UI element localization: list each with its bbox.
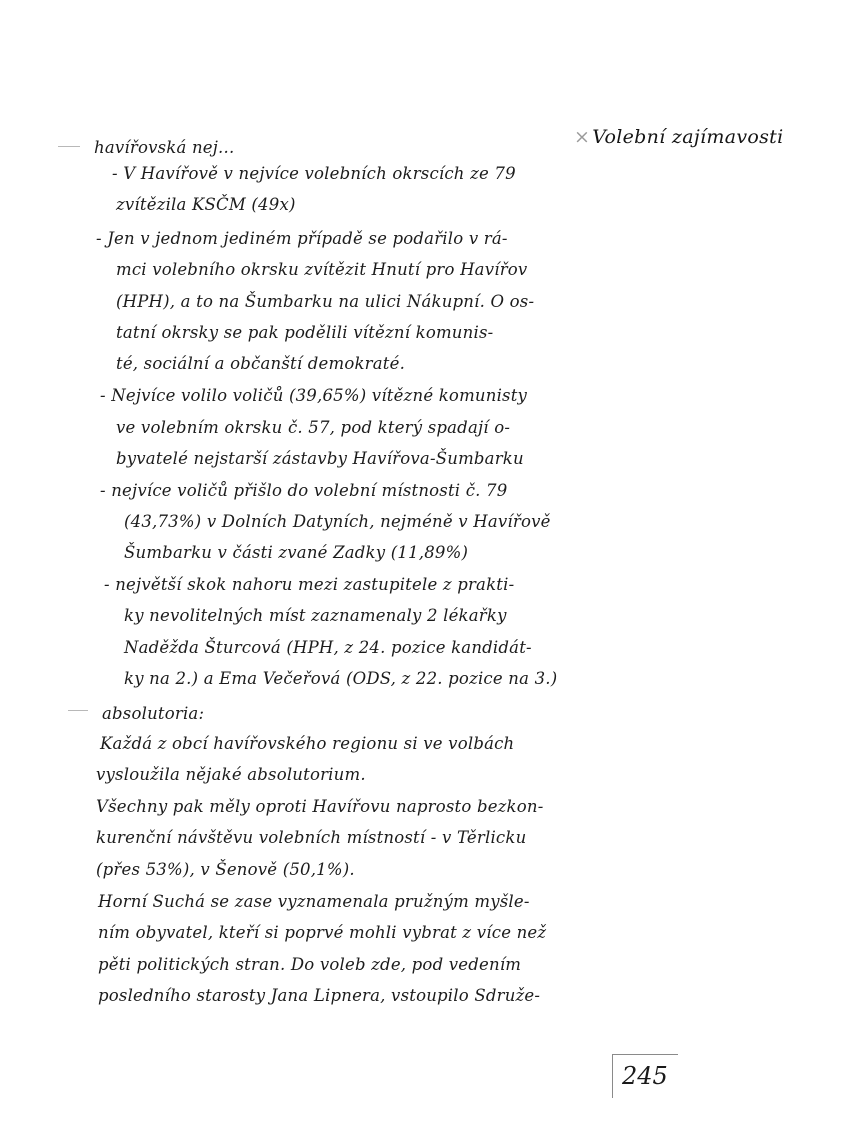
text-line: - nejvíce voličů přišlo do volební místnosti č. 79 bbox=[100, 481, 508, 500]
page-heading bbox=[574, 126, 783, 148]
text-line: ky na 2.) a Ema Večeřová (ODS, z 22. pozice na 3.) bbox=[124, 669, 558, 688]
text-line: posledního starosty Jana Lipnera, vstoupilo Sdruže- bbox=[98, 986, 541, 1005]
text-line: ním obyvatel, kteří si poprvé mohli vybrat z více než bbox=[98, 923, 547, 942]
text-line: - V Havířově v nejvíce volebních okrscích ze 79 bbox=[112, 164, 516, 183]
text-line: Všechny pak měly oproti Havířovu naprosto bezkon- bbox=[96, 797, 544, 816]
margin-mark bbox=[68, 710, 88, 711]
text-line: mci volebního okrsku zvítězit Hnutí pro Havířov bbox=[116, 260, 528, 279]
text-line: Naděžda Šturcová (HPH, z 24. pozice kandidát- bbox=[124, 638, 532, 657]
margin-mark bbox=[58, 146, 80, 147]
heading-mark: × bbox=[574, 126, 591, 148]
text-line: - Nejvíce volilo voličů (39,65%) vítězné komunisty bbox=[100, 386, 528, 405]
text-line: (43,73%) v Dolních Datyních, nejméně v Havířově bbox=[124, 512, 551, 531]
text-line: ve volebním okrsku č. 57, pod který spadají o- bbox=[116, 418, 511, 437]
text-line: tatní okrsky se pak podělili vítězní komunis- bbox=[116, 323, 494, 342]
text-line: Horní Suchá se zase vyznamenala pružným myšle- bbox=[98, 892, 530, 911]
page-number: 245 bbox=[622, 1062, 668, 1090]
text-line: vysloužila nějaké absolutorium. bbox=[96, 765, 366, 784]
text-line: kurenční návštěvu volebních místností - v Těrlicku bbox=[96, 828, 527, 847]
text-line: pěti politických stran. Do voleb zde, pod vedením bbox=[98, 955, 522, 974]
text-line: - největší skok nahoru mezi zastupitele z prakti- bbox=[104, 575, 515, 594]
text-line: zvítězila KSČM (49x) bbox=[116, 195, 296, 214]
text-line: ky nevolitelných míst zaznamenaly 2 lékařky bbox=[124, 606, 507, 625]
page-number-bracket bbox=[612, 1054, 613, 1098]
text-line: Každá z obcí havířovského regionu si ve volbách bbox=[100, 734, 515, 753]
text-line: byvatelé nejstarší zástavby Havířova-Šumbarku bbox=[116, 449, 524, 468]
section-title-absolutoria: absolutoria: bbox=[102, 704, 205, 723]
page-number-bracket bbox=[612, 1054, 678, 1055]
section-title-havirovska-nej: havířovská nej... bbox=[94, 138, 235, 157]
text-line: (přes 53%), v Šenově (50,1%). bbox=[96, 860, 355, 879]
heading-text: Volební zajímavosti bbox=[592, 126, 784, 148]
text-line: té, sociální a občanští demokraté. bbox=[116, 354, 406, 373]
text-line: (HPH), a to na Šumbarku na ulici Nákupní. O os- bbox=[116, 292, 535, 311]
page-number-box bbox=[612, 1052, 682, 1102]
text-line: Šumbarku v části zvané Zadky (11,89%) bbox=[124, 543, 469, 562]
text-line: - Jen v jednom jediném případě se podařilo v rá- bbox=[96, 229, 508, 248]
